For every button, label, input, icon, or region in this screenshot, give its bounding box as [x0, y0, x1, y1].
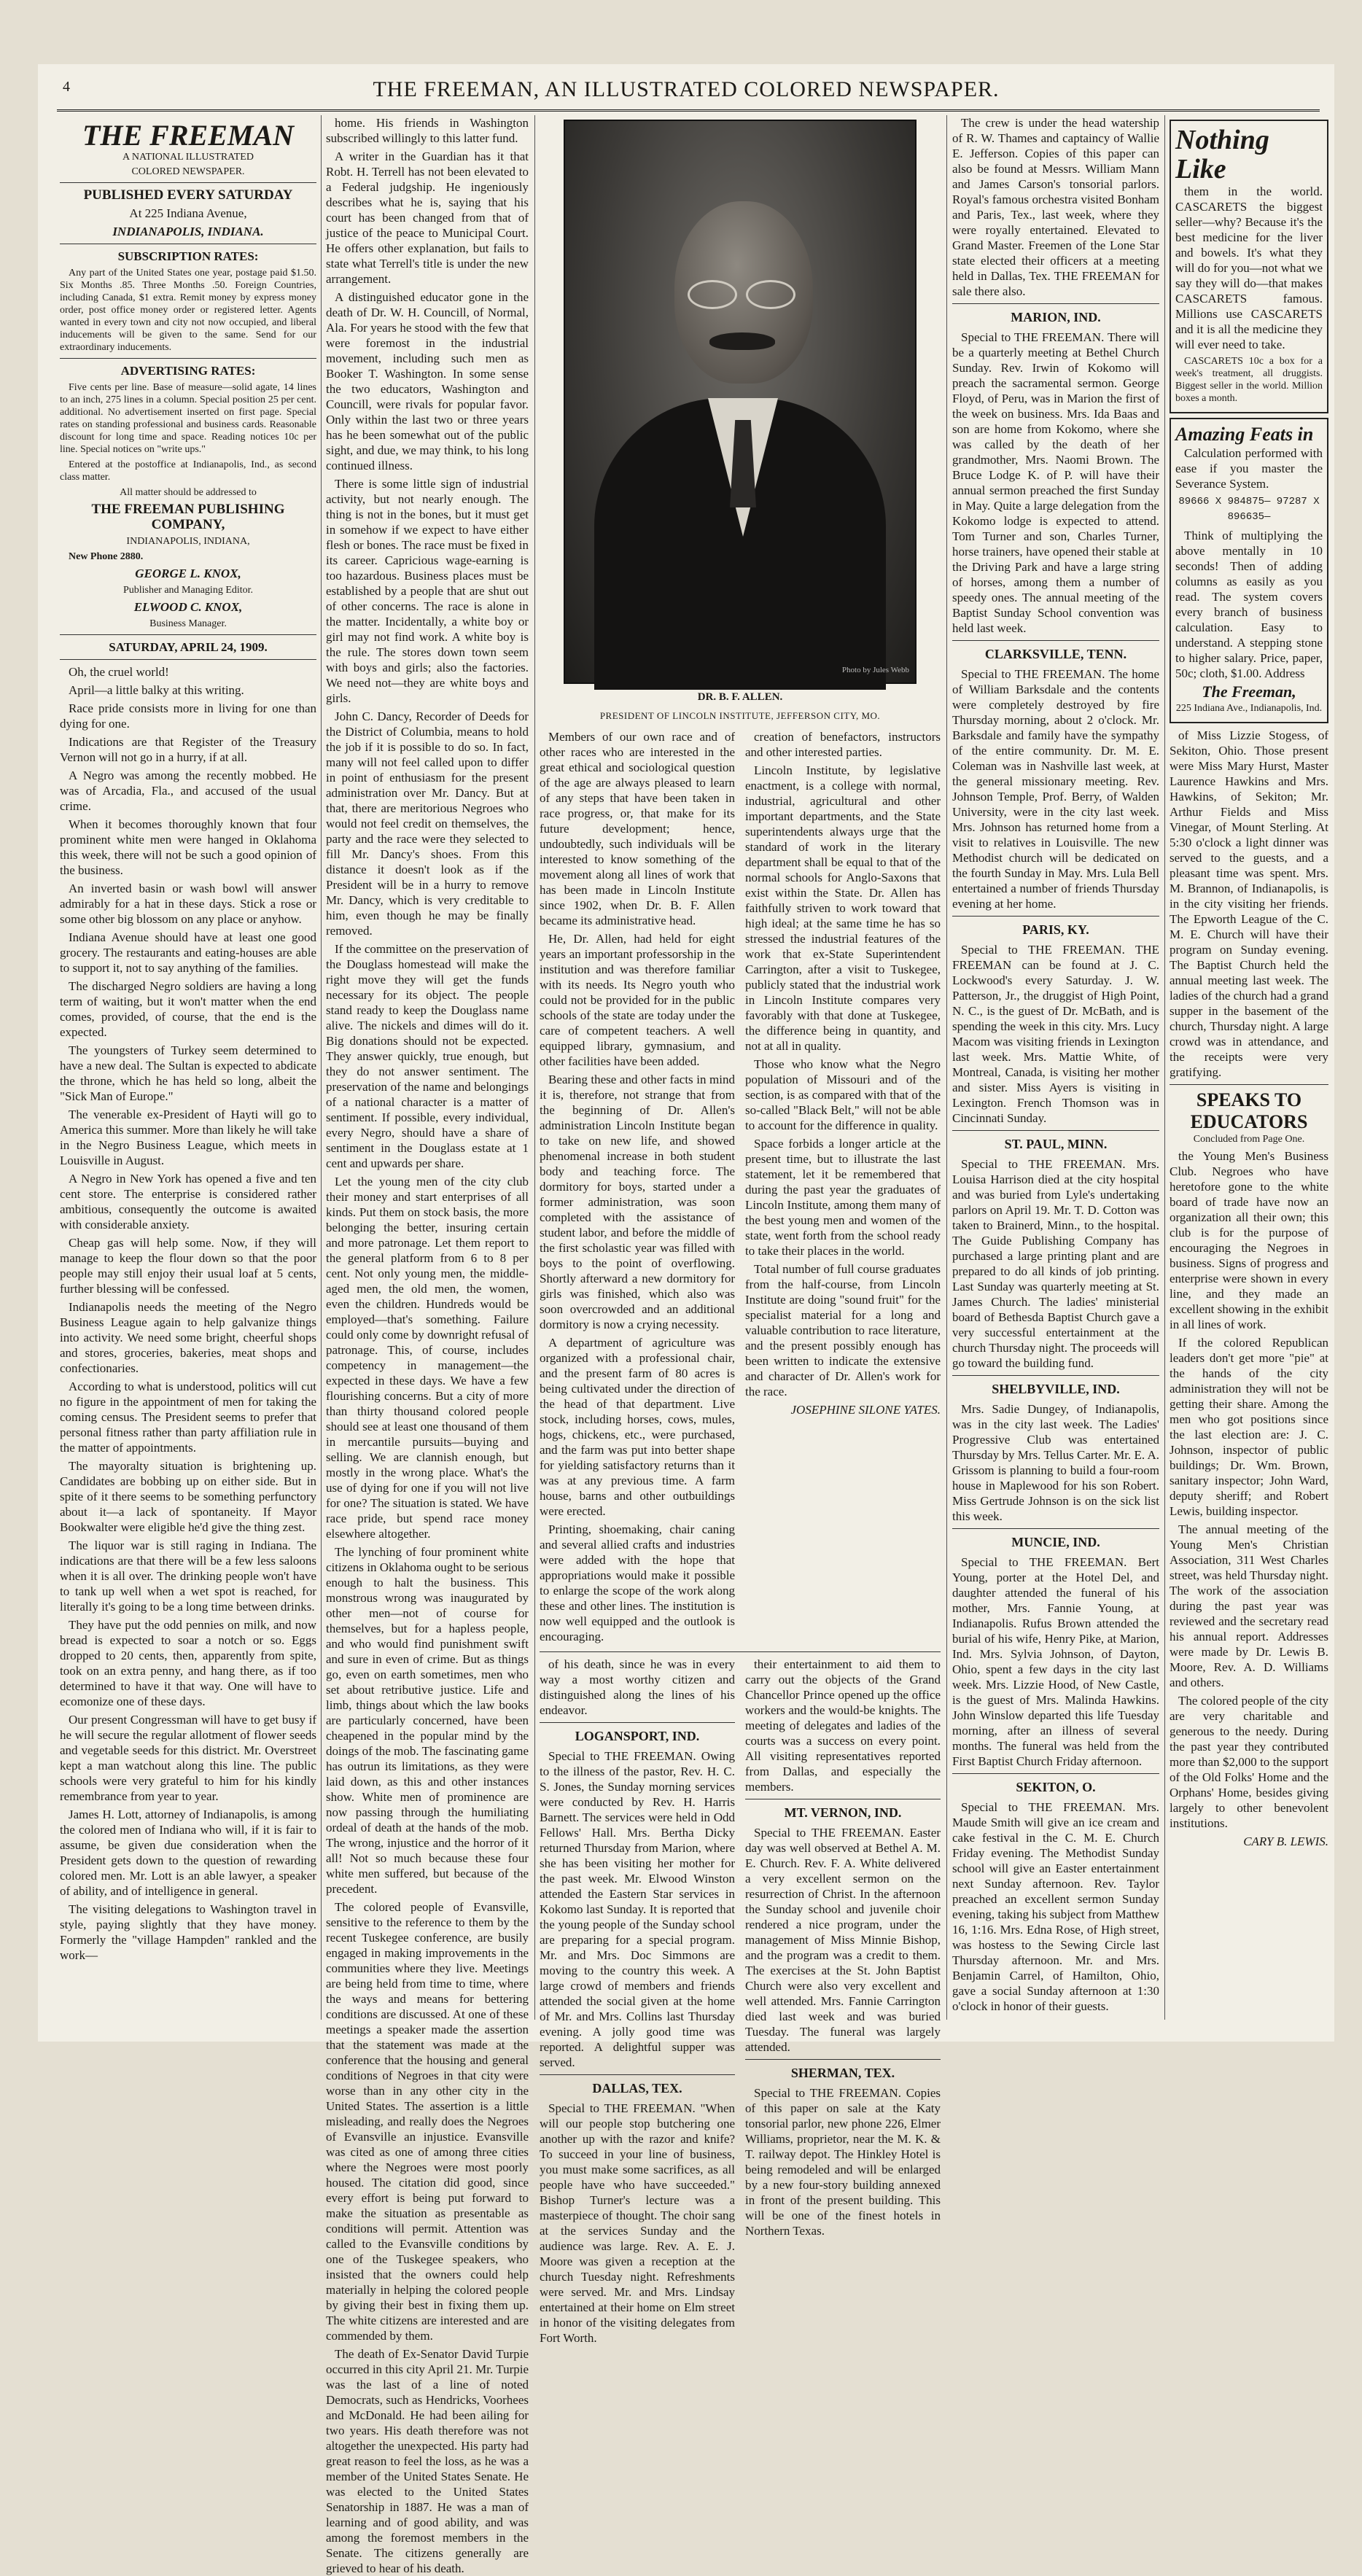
photo-subcaption: PRESIDENT OF LINCOLN INSTITUTE, JEFFERSON CITY, MO.	[599, 710, 881, 721]
photo-credit: Photo by Jules Webb	[841, 666, 909, 674]
column-divider	[946, 115, 947, 2020]
paragraph: Race pride consists more in living for one than dying for one.	[60, 701, 316, 731]
photo-caption: DR. B. F. ALLEN.	[697, 691, 783, 703]
section-heading: PARIS, KY.	[1022, 922, 1089, 937]
section-heading: SHERMAN, TEX.	[790, 2066, 895, 2080]
advertising-heading: ADVERTISING RATES:	[120, 364, 256, 378]
paragraph: Space forbids a longer article at the present time, but to illustrate the last statement, let it be remembered that during the past year the graduates of Lincoln Institute, among them many of the best young men and women of the state, went forth from the school ready to take their places in the world.	[745, 1137, 941, 1258]
article-left	[540, 729, 735, 1647]
advertising-text: Five cents per line. Base of measure—solid agate, 14 lines to an inch, 275 lines in a column. Special position 25 per cent. additional. No advertisement inserted on first page. Special rates on standing professional and business cards. Reasonable discount for long time and space. Reading notices 10c per line. Special notices on "write ups."	[60, 382, 316, 455]
section-text: Special to THE FREEMAN. THE FREEMAN can be found at J. C. Lockwood's every Saturday. J. W. Patterson, Jr., the druggist of High Point, N. C., is the guest of Dr. McBath, and is spending the week in this city. Mrs. Lucy Macom was visiting friends in Lexington last week. Mrs. Mattie White, of Montreal, Canada, is visiting her mother and sister. Miss Ayers is visiting in Lexington. French Thomson was in Cincinnati Sunday.	[952, 943, 1159, 1125]
section-text: Special to THE FREEMAN. There will be a quarterly meeting at Bethel Church Sunday. Rev. Irwin of Kokomo will preach the sacramental sermon. George Floyd, of Peru, was in Marion the first of the week on business. Mrs. Ida Baas and son are home from Kokomo, where she was called by the death of her grandmother, Mrs. Naomi Brown. The Bruce Lodge K. of P. will have their annual sermon preached the first Sunday in May. Quite a large delegation from the Kokomo lodge is expected to attend. Tom Turner and son, Charles Turner, horse trainers, have opened their stable at the Driving Park and have a large string of horses, among them a number of speedy ones. The annual meeting of the Baptist Sunday School convention was held last week.	[952, 330, 1159, 635]
column-3	[540, 115, 941, 2345]
paragraph: Indications are that Register of the Treasury Vernon will not go in a hurry, if at all.	[60, 735, 316, 764]
publisher-name: GEORGE L. KNOX,	[135, 567, 241, 580]
manager-name: ELWOOD C. KNOX,	[133, 600, 243, 614]
section-text: Special to THE FREEMAN. "When will our people stop butchering one another up with the razor and knife? To succeed in your line of business, you must make some sacrifices, as all people have who have succeeded." Bishop Turner's lecture was a masterpiece of thought. The choir sang at the services Sunday and the audience was large. Rev. A. E. J. Moore was given a reception at the church Tuesday night. Refreshments were served. Mr. and Mrs. Lindsay entertained at their home on Elm street in honor of the visiting delegates from Fort Worth.	[540, 2101, 735, 2345]
flag-subtitle: A NATIONAL ILLUSTRATED	[122, 152, 254, 163]
paragraph: He, Dr. Allen, had held for eight years an important professorship in the institution and was therefore familiar with its needs. Its Negro youth who could not be provided for in the public schools of the state are today under the care of competent teachers. A well equipped library, gymnasium, and other facilities have been added.	[540, 932, 735, 1068]
paragraph: home. His friends in Washington subscribed willingly to this latter fund.	[326, 116, 529, 145]
article-text: The annual meeting of the Young Men's Christian Association, 311 West Charles street, was held Thursday night. The work of the association during the past year was reviewed and the secretary read his annual report. Addresses were made by Dr. Lewis B. Moore, Rev. A. D. Williams and others.	[1170, 1522, 1328, 1689]
ad-title: Amazing Feats in	[1175, 424, 1314, 445]
paragraph: Cheap gas will help some. Now, if they will manage to keep the flour down so that the poor people may still enjoy their usual loaf at 5 cents, further blessing will be confessed.	[60, 1236, 316, 1296]
paragraph: their entertainment to aid them to carry out the objects of the Grand Chancellor Prince opened up the office workers and the would-be knights. The meeting of delegates and ladies of the courts was a success on every point. All visiting representatives reported from Dallas, and especially the members.	[745, 1657, 941, 1794]
manager-title: Business Manager.	[149, 618, 227, 629]
publisher-title: Publisher and Managing Editor.	[122, 585, 254, 596]
addressed-notice: All matter should be addressed to	[120, 487, 257, 498]
paragraph: creation of benefactors, instructors and other interested parties.	[745, 730, 941, 759]
bottom-left	[540, 1657, 735, 2349]
article-text: The colored people of the city are very charitable and generous to the needy. During the past year they contributed more than $2,000 to the support of the Old Folks' Home and the Orphans' Home, besides giving largely to other benevolent institutions.	[1170, 1694, 1328, 1830]
published-line: PUBLISHED EVERY SATURDAY	[83, 187, 293, 203]
city-line: INDIANAPOLIS, INDIANA.	[112, 225, 264, 238]
ad-figures: 89666 X 984875— 97287 X 896635—	[1178, 496, 1320, 523]
paragraph: A Negro in New York has opened a five and ten cent store. The enterprise is considered rather ambitious, consequently the outcome is awaited with considerable anxiety.	[60, 1172, 316, 1231]
flag-subtitle: COLORED NEWSPAPER.	[131, 166, 245, 177]
paragraph: The crew is under the head watership of R. W. Thames and captaincy of Wallie E. Jefferson. Copies of this paper can also be found at Messrs. William Mann and James Carson's tonsorial parlors. Royal's famous orchestra visited Bonham and Paris, Tex., last week, where they were royally entertained. Elevated to Grand Master. Freemen of the Lone Star state elected their officers at a meeting held in Dallas, Tex. THE FREEMAN for sale there also.	[952, 116, 1159, 298]
paragraph: Let the young men of the city club their money and start enterprises of all kinds. Put them on stock basis, the more belonging the better, insuring certain and more patronage. Let them report to the general platform from 6 to 8 per cent. Not only young men, the middle-aged men, the old men, the women, even the children. Hundreds would be employed—that's something. Failure could only come by downright refusal of patronage. This, of course, includes competency in management—the expected in these days. We have a few flourishing concerns. But a city of more than thirty thousand colored people should see at least one thousand of them in mercantile pursuits—buying and selling. We are clannish enough, but mostly in the wrong place. What's the use of dying for one if you will not live for one? The situation is stated. We have race pride, but spend race money elsewhere altogether.	[326, 1175, 529, 1541]
masthead-rule	[57, 109, 1320, 112]
ad-footer: CASCARETS 10c a box for a week's treatment, all druggists. Biggest seller in the world. Million boxes a month.	[1175, 356, 1323, 404]
section-heading: SEKITON, O.	[1016, 1780, 1096, 1794]
paragraph: Printing, shoemaking, chair caning and several allied crafts and industries were added with the hope that appropriations would make it possible to enlarge the scope of the work along these and other lines. The institution is now well equipped and the outlook is encouraging.	[540, 1522, 735, 1643]
article-right	[745, 729, 941, 1647]
paragraph: They have put the odd pennies on milk, and now bread is expected to soar a notch or so. Eggs dropped to 20 cents, then, apparently from spite, took on an extra penny, and hang there, as if too determined to have it that way. One will have to ecomonize one of these days.	[60, 1618, 316, 1708]
paragraph: A Negro was among the recently mobbed. He was of Arcadia, Fla., and accused of the usual crime.	[60, 768, 316, 813]
paragraph: Indianapolis needs the meeting of the Negro Business League again to help galvanize things into activity. We need some bright, cheerful shops and stores, groceries, bakeries, meat shops and confectionaries.	[60, 1300, 316, 1375]
section-heading: LOGANSPORT, IND.	[575, 1729, 700, 1743]
paragraph: Those who know what the Negro population of Missouri and of the section, is as compared with that of the so-called "Black Belt," will not be able to account for the difference in quality.	[745, 1057, 941, 1132]
page-number: 4	[63, 79, 70, 95]
bottom-right	[745, 1657, 941, 2349]
section-heading: MUNCIE, IND.	[1011, 1535, 1100, 1549]
subscription-text: Any part of the United States one year, postage paid $1.50. Six Months .85. Three Months .50. Foreign Countries, including Canada, $1 extra. Remit money by express money order, post office money order or registered letter. Agents wanted in every town and city not now occupied, and liberal inducements will be given to the same. Send for our extraordinary inducements.	[60, 268, 316, 353]
paragraph: The colored people of Evansville, sensitive to the reference to them by the recent Tuskegee conference, are busily engaged in making improvements in the communities where they live. Meetings are being held from time to time, where the ways and means for bettering conditions are discussed. At one of these meetings a speaker made the assertion that the statement was made at the conference that the housing and general conditions of Negroes in that city were worse than in any other city in the United States. The assertion is a little misleading, and really does the Negroes of Evansville an injustice. Evansville was cited as one of among three cities where the Negroes were most poorly housed. The citation did good, since every effort is being put forward to make the situation as presentable as conditions will permit. Attention was called to the Evansville conditions by one of the Tuskegee speakers, who insisted that the owners could help materially in helping the colored people by giving their best in fixing them up. The white citizens are interested and are commended by them.	[326, 1900, 529, 2343]
paragraph: April—a little balky at this writing.	[69, 683, 244, 697]
newspaper-page	[38, 64, 1334, 2575]
article-text: If the colored Republican leaders don't get more "pie" at the hands of the city administration they will not be getting their share. Among the men who got positions since the last election are: J. C. Johnson, inspector of public buildings; Dr. Wm. Brown, sanitary inspector; John Ward, deputy sheriff; and Robert Lewis, building inspector.	[1170, 1336, 1328, 1518]
ad-signature: The Freeman,	[1202, 682, 1296, 701]
article-text: the Young Men's Business Club. Negroes who have heretofore gone to the white board of trade have now an organization all their own; this club is for the purpose of encouraging the Negroes in business. Signs of progress and enterprise were shown in every line, and they made an excellent showing in the exhibit in all lines of work.	[1170, 1149, 1328, 1331]
paragraph: Lincoln Institute, by legislative enactment, is a college with normal, industrial, agricultural and other important departments, and the State superintendents always urge that the standard of work in the literary department shall be equal to that of the normal schools for Anglo-Saxons that exist within the State. Dr. Allen has faithfully striven to work toward that high ideal; at the same time he has so stressed the industrial features of the work that ex-State Superintendent Carrington, after a visit to Tuskegee, publicly stated that the industrial work in Lincoln Institute compares very favorably with that done at Tuskegee, the difference being in quantity, and not at all in quality.	[745, 763, 941, 1053]
severance-ad	[1170, 418, 1328, 723]
editorial-paragraphs	[326, 115, 529, 2576]
column-divider	[1164, 115, 1165, 2020]
article-signature: JOSEPHINE SILONE YATES.	[790, 1403, 941, 1417]
company-city: INDIANAPOLIS, INDIANA,	[126, 536, 250, 547]
paragraph: Oh, the cruel world!	[69, 665, 169, 679]
paragraph: Total number of full course graduates from the half-course, from Lincoln Institute are doing "sound fruit" for the specialist material for a long and valuable contribution to race literature, and the present possibly enough has been written to indicate the extensive and character of Dr. Allen's work for the race.	[745, 1262, 941, 1398]
paragraph: Members of our own race and of other races who are interested in the great ethical and sociological question of the age are always pleased to learn of any steps that have been taken in race progress, or, that make for its future development; hence, undoubtedly, such individuals will be interested to know something of the movement along all lines of work that has been made in Lincoln Institute since 1902, when Dr. B. F. Allen became its administrative head.	[540, 730, 735, 927]
paragraph: The lynching of four prominent white citizens in Oklahoma ought to be serious enough to halt the business. This monstrous wrong was inaugurated by other men—not of course for themselves, but for a hapless people, and who would find punishment swift and sure in even of crime. But as things go, even on earth sometimes, men who set about retributive justice. Life and limb, things about which the law books are particularly concerned, have been cheapened in the popular mind by the doings of the mob. The fascinating game has outrun its limitations, as they were laid down, as this and other instances show. White men of prominence are now passing through the humiliating ordeal of death at the hands of the mob. The wrong, injustice and the horror of it all! Not so much because these four white men suffered, but because of the precedent.	[326, 1545, 529, 1896]
ad-text: Think of multiplying the above mentally in 10 seconds! Then of adding columns as easily as you read. The system covers every branch of business calculation. Easy to understand. A stepping stone to higher salary. Price, paper, 50c; cloth, $1.00. Address	[1175, 529, 1323, 680]
paragraph: There is some little sign of industrial activity, but not nearly enough. The thing is not in the bones, but it must get in somehow if we expect to have either flesh or bones. The race must be fixed in its career. Capricious wage-earning is too hazardous. Business places must be established by a people that are shut out of other concerns. The race is alone in the matter. Incidentally, a white boy or girl may not find work. A white boy is the rule. The stores down town seem with boys and girls; also the factories. We need not—they are white boys and girls.	[326, 477, 529, 705]
paragraph: James H. Lott, attorney of Indianapolis, is among the colored men of Indiana who will, if it is fair to assume, be given due consideration when the President gets down to the question of rewarding colored men. Mr. Lott is an able lawyer, a speaker of ability, and of intelligence in general.	[60, 1808, 316, 1898]
paragraph: The visiting delegations to Washington travel in style, paying slightly that they have money. Formerly the "village Hampden" rankled and the work—	[60, 1902, 316, 1962]
column-2	[326, 115, 529, 2575]
address-line: At 225 Indiana Avenue,	[129, 206, 247, 220]
column-1	[60, 115, 316, 2020]
paragraph: The youngsters of Turkey seem determined to have a new deal. The Sultan is expected to abdicate the throne, which he has held so long, albeit the "Sick Man of Europe."	[60, 1043, 316, 1103]
paragraph: Bearing these and other facts in mind it is, therefore, not strange that from the beginning of Dr. Allen's administration Lincoln Institute began to take on new life, and showed phenomenal increase in both student body and teaching force. The dormitory for boys, started under a former administration, was soon completed with the assistance of student labor, and before the middle of the first scholastic year was filled with boys to the point of overflowing. Shortly afterward a new dormitory for girls was finished, which also was soon overcrowded and an additional dormitory is now a crying necessity.	[540, 1073, 735, 1331]
paper-flag: THE FREEMAN	[82, 119, 295, 152]
ad-address: 225 Indiana Ave., Indianapolis, Ind.	[1175, 703, 1323, 714]
paragraph: According to what is understood, politics will cut no figure in the appointment of men for taking the coming census. The President seems to prefer that personal fitness rather than party affiliation rule in the matter of appointments.	[60, 1380, 316, 1455]
column-divider	[534, 115, 535, 2020]
paragraph: An inverted basin or wash bowl will answer admirably for a hat in these days. Stick a rose or some other big blossom on any place or anyhow.	[60, 882, 316, 926]
paragraph: If the committee on the preservation of the Douglass homestead will make the right move they will get the funds necessary for its object. The people stand ready to keep the Douglass name alive. The nickels and dimes will do it. Big donations should not be expected. They answer quickly, true enough, but they do not answer sentiment. The preservation of the name and belongings of a national character is a matter of sentiment. If possible, every individual, every Negro, should have a share of sentiment in the Douglass estate at 1 cent and upwards per share.	[326, 942, 529, 1170]
paragraph: A department of agriculture was organized with a professional chair, and the present farm of 80 acres is being cultivated under the direction of the head of that department. Live stock, including horses, cows, mules, hogs, chickens, etc., were purchased, and the farm was put into better shape for yielding satisfactory returns than it was at any previous time. A farm house, barns and other outbuildings were erected.	[540, 1336, 735, 1518]
section-text: Special to THE FREEMAN. Mrs. Louisa Harrison died at the city hospital and was buried from Lyle's undertaking parlors on April 19. Mr. T. D. Cotton was taken to Brainerd, Minn., to the hospital. The Guide Publishing Company has purchased a large printing plant and are prepared to do all kinds of job printing. Last Sunday was quarterly meeting at St. James Church. The ladies' ministerial board of Bethesda Baptist Church gave a very successful entertainment at the church Thursday night. The proceeds will go toward the building fund.	[952, 1157, 1159, 1370]
article-signature: CARY B. LEWIS.	[1243, 1834, 1328, 1848]
article-subhead: Concluded from Page One.	[1193, 1134, 1305, 1145]
entered-notice: Entered at the postoffice at Indianapolis, Ind., as second class matter.	[60, 459, 316, 483]
paragraph: When it becomes thoroughly known that four prominent white men were hanged in Oklahoma this week, there will not be such a good opinion of the business.	[60, 817, 316, 877]
section-heading: SHELBYVILLE, IND.	[992, 1382, 1120, 1396]
ad-text: them in the world. CASCARETS the biggest seller—why? Because it's the best medicine for the liver and bowels. It's what they will do for you—not what we say they will do—that makes CASCARETS famous. Millions use CASCARETS and it is all the medicine they will ever need to take.	[1175, 184, 1323, 351]
ad-title: Nothing	[1175, 125, 1269, 155]
section-heading: ST. PAUL, MINN.	[1004, 1137, 1108, 1151]
column-5	[1170, 115, 1328, 2020]
portrait-photo	[564, 120, 917, 684]
section-text: of Miss Lizzie Stogess, of Sekiton, Ohio. Those present were Miss Mary Hurst, Master Laurence Hawkins and Mrs. Hawkins, of Sekiton; Mr. Arthur Fields and Miss Vinegar, of Mount Sterling. At 5:30 o'clock a light dinner was served to the guests, and a pleasant time was spent. Mrs. M. Brannon, of Indianapolis, is in the city visiting her friends. The Epworth League of the C. M. E. Church will have their program on Sunday evening. The Baptist Church held the annual meeting last week. The ladies of the church had a grand supper in the basement of the church, Thursday night. A large crowd was in attendance, and the receipts were very gratifying.	[1170, 728, 1328, 1079]
paragraph: The mayoralty situation is brightening up. Candidates are bobbing up on either side. But in spite of it there seems to be something perfunctory about it—a lack of spontaneity. If Mayor Bookwalter were eligible he'd give the thing zest.	[60, 1459, 316, 1534]
phone-number: New Phone 2880.	[69, 551, 144, 562]
subscription-heading: SUBSCRIPTION RATES:	[117, 249, 259, 263]
section-heading: MARION, IND.	[1011, 310, 1101, 324]
ad-text: Calculation performed with ease if you master the Severance System.	[1175, 446, 1323, 491]
paragraph: The liquor war is still raging in Indiana. The indications are that there will be a few less saloons when it is all over. The drinking people won't have to tank up well when a wet spot is reached, for literally it's going to be a long time between drinks.	[60, 1538, 316, 1614]
section-heading: CLARKSVILLE, TENN.	[984, 647, 1127, 661]
paragraph: The discharged Negro soldiers are having a long term of waiting, but it won't matter when the end comes, provided, of course, that the end is the expected.	[60, 979, 316, 1039]
paragraph: Our present Congressman will have to get busy if he will secure the regular allotment of flower seeds and vegetable seeds for this district. Mr. Overstreet kept a man watchout along this line. The public schools were very grateful to him for his kindly remembrance from year to year.	[60, 1713, 316, 1803]
section-heading: MT. VERNON, IND.	[784, 1805, 902, 1820]
section-heading: DALLAS, TEX.	[592, 2081, 682, 2096]
section-text: Special to THE FREEMAN. Bert Young, porter at the Hotel Del, and daughter attended the funeral of his mother, Mrs. Fannie Young, at Indianapolis. Rufus Brown attended the burial of his wife, Henry Pike, at Marion, Ind. Mrs. Sylvia Johnson, of Dayton, Ohio, spent a few days in the city last week. Mrs. Lizzie Hood, of New Castle, is the guest of Mrs. Malinda Hawkins. John Winslow departed this life Tuesday morning, after an illness of several months. The funeral was held from the First Baptist Church Friday afternoon.	[952, 1555, 1159, 1768]
paragraph: A writer in the Guardian has it that Robt. H. Terrell has not been elevated to a Federal judgship. He ingeniously describes what he is, saying that his court has been changed from that of justice of the peace to Municipal Court. He offers other explanation, but fails to state what Terrell's title is under the new arrangement.	[326, 149, 529, 286]
section-text: Special to THE FREEMAN. Copies of this paper on sale at the Katy tonsorial parlor, new phone 226, Elmer Williams, proprietor, near the M. K. & T. railway depot. The Hinkley Hotel is being remodeled and will be enlarged by a new four-story building annexed in front of the present building. This will be one of the finest hotels in Northern Texas.	[745, 2086, 941, 2238]
column-divider	[321, 115, 322, 2020]
masthead-title: THE FREEMAN, AN ILLUSTRATED COLORED NEWSPAPER.	[373, 77, 1000, 101]
paragraph: The death of Ex-Senator David Turpie occurred in this city April 21. Mr. Turpie was the last of a line of noted Democrats, such as Hendricks, Voorhees and McDonald. He had been ailing for two years. His death therefore was not altogether the unexpected. His party had great reason to feel the loss, as he was a member of the United States Senate. He was elected to the United States Senatorship in 1887. He was a man of learning and of good ability, and was among the foremost members in the Senate. The citizens generally are grieved to hear of his death.	[326, 2347, 529, 2575]
cascarets-ad	[1170, 120, 1328, 413]
paragraph: Indiana Avenue should have at least one good grocery. The restaurants and eating-houses are able to support it, not to say anything of the families.	[60, 930, 316, 975]
section-text: Special to THE FREEMAN. Easter day was well observed at Bethel A. M. E. Church. Rev. F. A. White delivered a very excellent sermon on the resurrection of Christ. In the afternoon the Sunday school and juvenile choir rendered a nice program, under the management of Miss Minnie Bishop, and the program was a credit to them. The exercises at the St. John Baptist Church were also very excellent and well attended. Mrs. Fannie Carrington died last week and was buried Tuesday. The funeral was largely attended.	[745, 1826, 941, 2054]
paragraph: of his death, since he was in every way a most worthy citizen and distinguished along the lines of his endeavor.	[540, 1657, 735, 1717]
section-text: Mrs. Sadie Dungey, of Indianapolis, was in the city last week. The Ladies' Progressive Club was entertained Thursday by Mrs. Tellus Carter. Mr. E. A. Grissom is planning to build a four-room house in Maplewood for his son Robert. Miss Gertrude Johnson is on the sick list this week.	[952, 1402, 1159, 1523]
article-headline: SPEAKS TO EDUCATORS	[1190, 1089, 1308, 1132]
ad-title: Like	[1175, 154, 1226, 184]
paragraph: The venerable ex-President of Hayti will go to America this summer. More than likely he will take in the Negro Business League, which meets in Louisville in August.	[60, 1108, 316, 1167]
paragraph: A distinguished educator gone in the death of Dr. W. H. Councill, of Normal, Ala. For years he stood with the few that were foremost in the industrial movement, including such men as Booker T. Washington. In some sense the two educators, Washington and Councill, were rivals for popular favor. Only within the last two or three years has he been somewhat out of the public sight, and due, we may think, to his long continued illness.	[326, 290, 529, 472]
column-4	[952, 115, 1159, 2020]
issue-date: SATURDAY, APRIL 24, 1909.	[109, 640, 268, 654]
section-text: Special to THE FREEMAN. The home of William Barksdale and the contents were completely destroyed by fire Thursday morning, about 2 o'clock. Mr. Barksdale and family have the sympathy of the entire community. Dr. M. E. Coleman was in Nashville last week, at the general missionary meeting. Rev. Johnson Temple, Prof. Berry, of Walden University, were in the city last week. Mrs. Johnson has returned home from a visit to relatives in Louisville. The new Methodist church will be dedicated on the fourth Sunday in May. Mrs. Lula Bell entertained a number of friends Thursday evening at her home.	[952, 667, 1159, 911]
section-text: Special to THE FREEMAN. Owing to the illness of the pastor, Rev. H. C. S. Jones, the Sunday morning services were conducted by Rev. H. Harris Barnett. The services were held in Odd Fellows' Hall. Mrs. Bertha Dicky returned Thursday from Marion, where she has been visiting her mother for the past week. Mr. Elwood Winston attended the Eastern Star services in Kokomo last Sunday. It is reported that the young people of the Sunday school are preparing for a special program. Mr. and Mrs. Doc Simmons are moving to the country this week. A large crowd of members and friends attended the social given at the home of Mr. and Mrs. Collins last Thursday evening. A jolly good time was reported. A delightful supper was served.	[540, 1749, 735, 2069]
paragraph: John C. Dancy, Recorder of Deeds for the District of Columbia, means to hold the job if it is possible to do so. In fact, many will not feel called upon to differ in point of enthusiasm for the present administration over Mr. Dancy. But at that, there are meritorious Negroes who would not feel credit on themselves, the party and the race were they selected to fill Mr. Dancy's shoes. From this distance it doesn't look as if the President will be in a hurry to remove Mr. Dancy, which is very creditable to him, even though he may be finally removed.	[326, 709, 529, 938]
editorial-paragraphs	[60, 664, 316, 1963]
section-text: Special to THE FREEMAN. Mrs. Maude Smith will give an ice cream and cake festival in the C. M. E. Church Friday evening. The Methodist Sunday school will give an Easter entertainment next Sunday afternoon. Rev. Taylor preached an excellent sermon Sunday evening, taking his subject from Matthew 16, 1:16. Mrs. Edna Rose, of High street, was hostess to the Sewing Circle last Thursday afternoon. Mr. and Mrs. Benjamin Carrel, of Hamilton, Ohio, gave a social Sunday afternoon at 1:30 o'clock in honor of their guests.	[952, 1800, 1159, 2013]
company-name: THE FREEMAN PUBLISHING COMPANY,	[91, 502, 285, 532]
